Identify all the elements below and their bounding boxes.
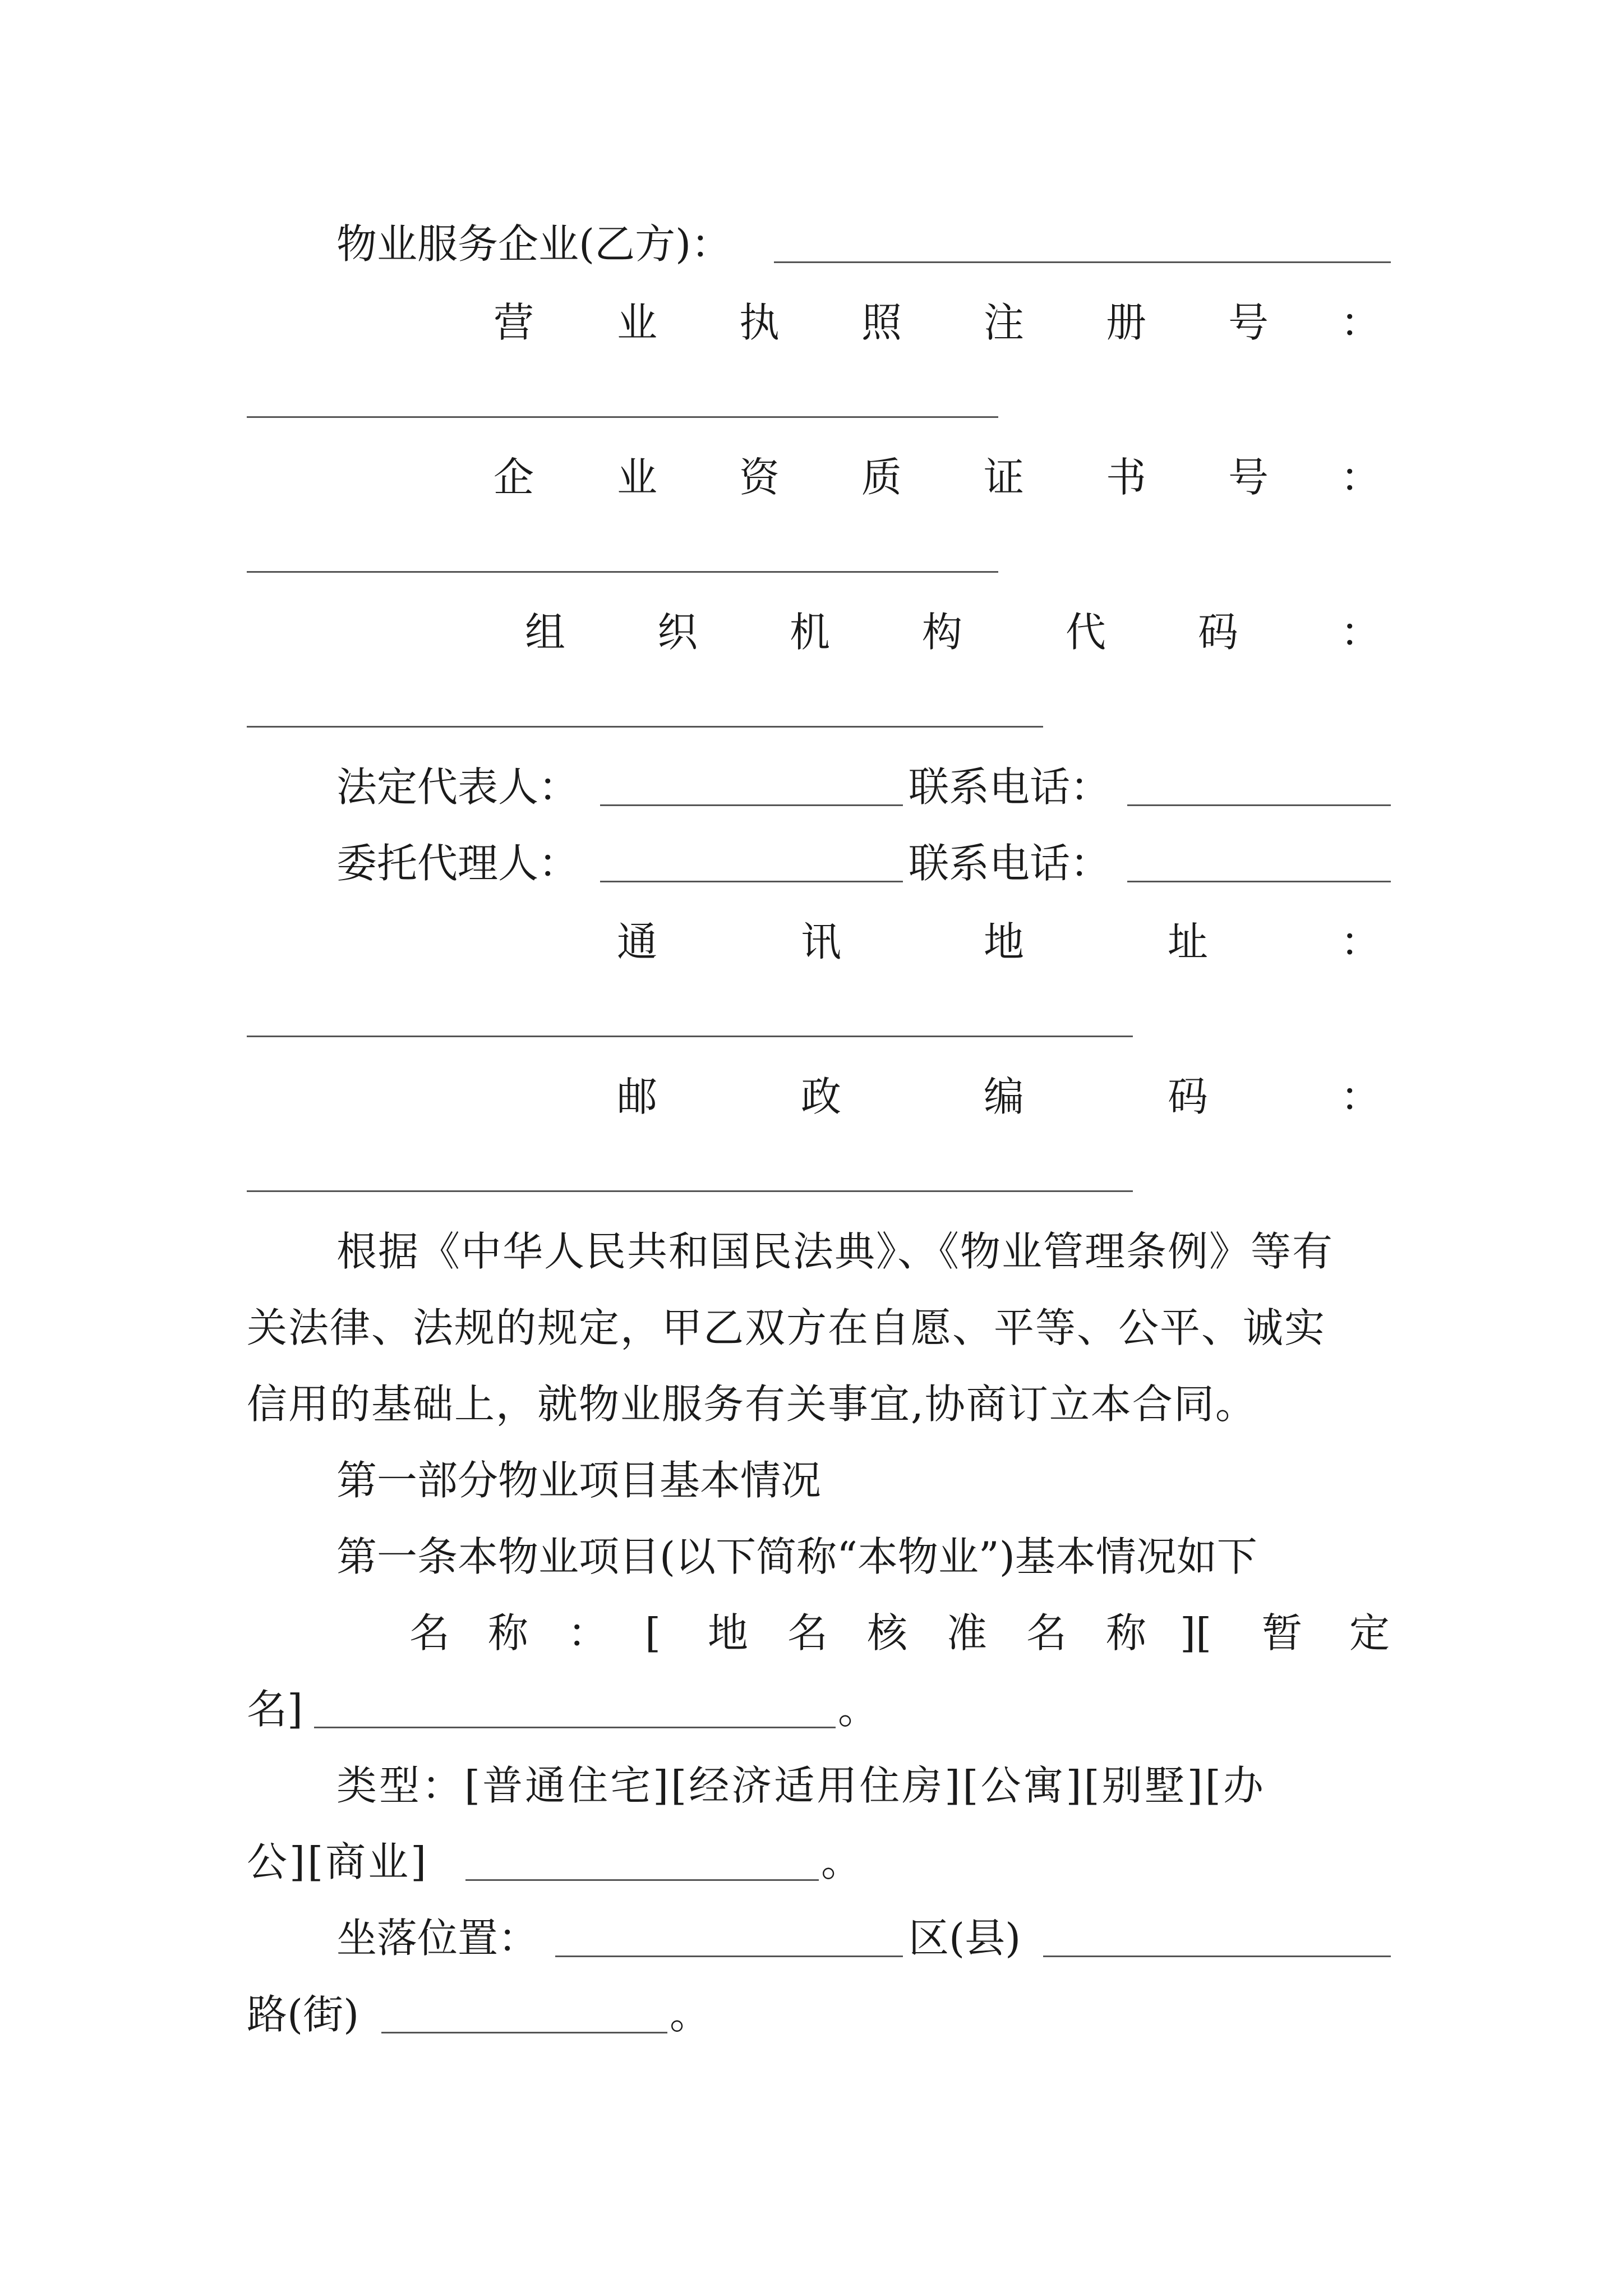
- company-label: 物业服务企业(乙方)：: [336, 220, 732, 268]
- name-char: 定: [1349, 1609, 1390, 1657]
- agent-blank[interactable]: [600, 881, 903, 882]
- name-label: [0, 1596, 1623, 1669]
- org-code-char: 构: [922, 609, 963, 656]
- name-char: [: [645, 1609, 661, 1657]
- name-char: ：: [568, 1609, 608, 1657]
- qualification-char: 业: [617, 454, 658, 501]
- name-cont: 名]: [247, 1686, 303, 1733]
- postcode-char: 编: [984, 1073, 1025, 1120]
- org-code-char: 机: [790, 609, 831, 656]
- company-blank[interactable]: [774, 261, 1391, 263]
- address-char: 地: [984, 918, 1025, 965]
- name-char: 称: [1106, 1609, 1147, 1657]
- license-char: 业: [617, 299, 658, 346]
- qualification-char: 企: [494, 454, 534, 501]
- part-one-heading: 第一部分物业项目基本情况: [336, 1457, 822, 1504]
- postcode-char: 邮: [617, 1073, 658, 1120]
- license-char: ：: [1340, 299, 1381, 346]
- name-char: 名: [409, 1609, 450, 1657]
- license-char: 册: [1106, 299, 1147, 346]
- address-blank[interactable]: [247, 1036, 1133, 1037]
- org-code-char: 组: [525, 609, 566, 656]
- location-label: 坐落位置：: [336, 1915, 539, 1962]
- license-char: 执: [739, 299, 780, 346]
- road-label: 路(街): [247, 1991, 359, 2038]
- license-char: 营: [494, 299, 534, 346]
- org-code-char: ：: [1340, 609, 1381, 656]
- name-blank[interactable]: [314, 1727, 836, 1728]
- org-code-label: [0, 596, 1623, 669]
- qualification-char: 证: [984, 454, 1025, 501]
- postcode-char: 政: [801, 1073, 842, 1120]
- type-line-2: 公][商业]: [247, 1838, 429, 1885]
- qualification-char: 书: [1106, 454, 1147, 501]
- qualification-char: 号: [1228, 454, 1269, 501]
- address-label: [0, 905, 1623, 978]
- name-end: 。: [838, 1686, 879, 1733]
- license-char: 注: [984, 299, 1025, 346]
- org-code-char: 代: [1066, 609, 1106, 656]
- address-char: 址: [1168, 918, 1209, 965]
- article-one: 第一条本物业项目(以下简称“本物业”)基本情况如下: [336, 1533, 1257, 1580]
- license-label: [0, 286, 1623, 359]
- preamble-line-3: 信用的基础上，就物业服务有关事宜,协商订立本合同。: [247, 1381, 1257, 1428]
- name-char: 名: [1026, 1609, 1067, 1657]
- qualification-char: 资: [739, 454, 780, 501]
- type-line-1: 类型：[普通住宅][经济适用住房][公寓][别墅][办: [336, 1762, 1266, 1809]
- address-char: ：: [1340, 918, 1381, 965]
- postcode-blank[interactable]: [247, 1190, 1133, 1192]
- address-char: 讯: [801, 918, 842, 965]
- org-code-char: 码: [1198, 609, 1239, 656]
- road-blank[interactable]: [381, 2032, 667, 2033]
- qualification-char: ：: [1340, 454, 1381, 501]
- license-char: 照: [861, 299, 902, 346]
- license-char: 号: [1228, 299, 1269, 346]
- qualification-label: [0, 441, 1623, 514]
- postcode-char: 码: [1168, 1073, 1209, 1120]
- name-char: 名: [787, 1609, 828, 1657]
- name-char: ][: [1180, 1609, 1212, 1657]
- name-char: 核: [867, 1609, 908, 1657]
- license-blank[interactable]: [247, 416, 998, 418]
- name-char: 地: [708, 1609, 749, 1657]
- district-blank[interactable]: [1043, 1955, 1391, 1957]
- type-blank[interactable]: [465, 1879, 819, 1881]
- phone-label-1: 联系电话：: [909, 763, 1111, 811]
- agent-label: 委托代理人：: [336, 840, 579, 887]
- road-end: 。: [670, 1991, 711, 2038]
- phone-blank-1[interactable]: [1127, 804, 1391, 806]
- phone-label-2: 联系电话：: [909, 840, 1111, 887]
- preamble-line-1: 根据《中华人民共和国民法典》、《物业管理条例》等有: [336, 1228, 1334, 1275]
- type-end: 。: [821, 1838, 862, 1885]
- name-char: 暂: [1262, 1609, 1303, 1657]
- org-code-blank[interactable]: [247, 726, 1043, 728]
- legal-rep-blank[interactable]: [600, 804, 903, 806]
- qualification-char: 质: [861, 454, 902, 501]
- address-char: 通: [617, 918, 658, 965]
- preamble-line-2: 关法律、法规的规定，甲乙双方在自愿、平等、公平、诚实: [247, 1304, 1326, 1351]
- phone-blank-2[interactable]: [1127, 881, 1391, 882]
- district-label: 区(县): [909, 1915, 1021, 1962]
- qualification-blank[interactable]: [247, 571, 998, 573]
- name-char: 准: [947, 1609, 988, 1657]
- legal-rep-label: 法定代表人：: [336, 763, 579, 811]
- postcode-label: [0, 1060, 1623, 1133]
- postcode-char: ：: [1340, 1073, 1381, 1120]
- org-code-char: 织: [657, 609, 698, 656]
- location-blank[interactable]: [555, 1955, 903, 1957]
- name-char: 称: [488, 1609, 529, 1657]
